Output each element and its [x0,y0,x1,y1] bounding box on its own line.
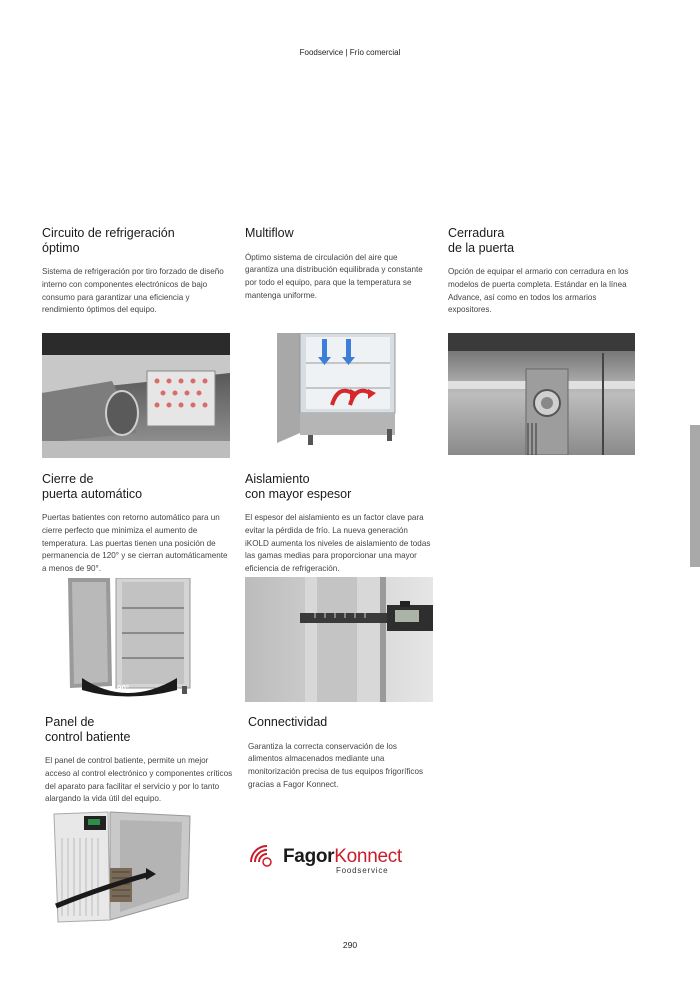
multiflow-image [272,333,407,458]
door-opening-image [52,578,202,698]
section-title: Panel de control batiente [45,715,131,744]
refrigeration-circuit-image [42,333,230,458]
section-description: Sistema de refrigeración por tiro forzado de diseño interno con componentes electrónicos de bajo consumo para garantizar una eficiencia y rendimiento óptimos del equipo. [42,267,224,315]
page-header: Foodservice | Frío comercial [299,48,401,57]
wifi-signal-icon [250,845,278,873]
section-insulation [245,472,433,576]
section-title: Circuito de refrigeración óptimo [42,226,175,255]
section-title: Cierre de puerta automático [42,472,143,501]
logo-subtitle: Foodservice [336,866,389,875]
section-refrigeration-circuit [42,226,232,317]
section-title: Multiflow [245,226,294,240]
section-multiflow [245,226,423,303]
page-number: 290 [342,940,358,950]
section-description: Opción de equipar el armario con cerradura en los modelos de puerta completa. Estándar en la línea Advance, así como en todos los armarios expositores. [448,267,629,315]
section-title: Aislamiento con mayor espesor [245,472,352,501]
section-description: Puertas batientes con retorno automático para un cierre perfecto que minimiza el aumento de temperatura. Las puertas tienen una posición de permanencia de 120° y se cierran automáticamente a menos de 90°. [42,513,228,574]
door-lock-image [448,333,635,455]
insulation-image [245,577,433,702]
section-auto-door-close [42,472,232,576]
control-panel-image [50,808,192,928]
door-angle-label: 90° [117,684,130,693]
section-door-lock [448,226,640,317]
section-title: Cerradura de la puerta [448,226,515,255]
section-control-panel [45,715,235,806]
section-description: Óptimo sistema de circulación del aire que garantiza una distribución equilibrada y constante por todo el equipo, para que la temperatura se mantenga uniforme. [245,252,423,300]
section-description: El espesor del aislamiento es un factor clave para evitar la pérdida de frío. La nueva generación iKOLD aumenta los niveles de aislamiento de todas las gamas medias para proporcionar una mayor eficiencia de refrigeración. [245,513,431,574]
section-side-tab [690,425,700,567]
fagor-konnect-logo [250,842,420,882]
logo-wordmark: FagorKonnect [283,846,402,867]
section-connectivity [248,715,428,792]
section-description: Garantiza la correcta conservación de los alimentos almacenados mediante una monitorización precisa de tus equipos frigoríficos gracias a Fagor Konnect. [248,741,423,789]
section-description: El panel de control batiente, permite un mejor acceso al control electrónico y componentes críticos del aparato para facilitar el servicio y por lo tanto alargando la vida útil del equipo. [45,756,233,804]
section-title: Connectividad [248,715,328,729]
